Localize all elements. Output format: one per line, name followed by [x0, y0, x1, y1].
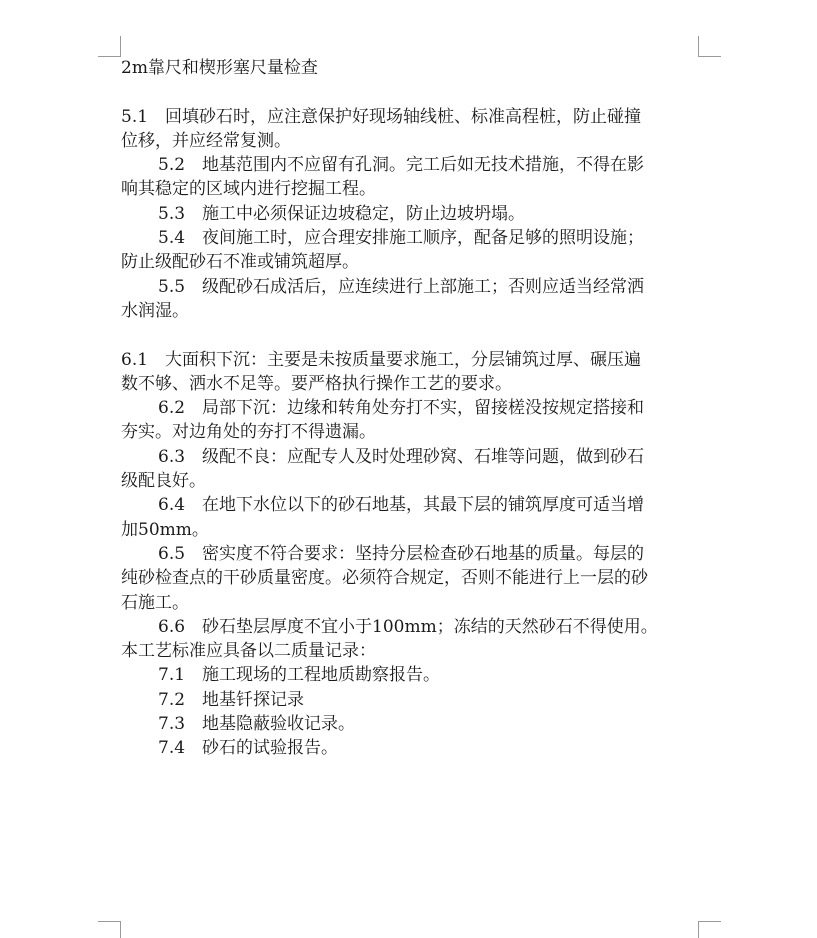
paragraph-line: 加50mm。 [121, 519, 209, 540]
paragraph-line: 5.3 施工中必须保证边坡稳定，防止边坡坍塌。 [158, 203, 526, 224]
paragraph-line: 6.1 大面积下沉：主要是未按质量要求施工，分层铺筑过厚、碾压遍 [121, 349, 642, 370]
paragraph-line: 6.5 密实度不符合要求：坚持分层检查砂石地基的质量。每层的 [158, 543, 645, 564]
paragraph-line: 6.2 局部下沉：边缘和转角处夯打不实，留接槎没按规定搭接和 [158, 398, 645, 419]
paragraph-line: 7.4 砂石的试验报告。 [158, 738, 339, 759]
paragraph-line: 6.6 砂石垫层厚度不宜小于100mm；冻结的天然砂石不得使用。 [158, 616, 658, 637]
paragraph-line: 夯实。对边角处的夯打不得遗漏。 [121, 422, 376, 443]
paragraph-line: 石施工。 [121, 592, 189, 613]
paragraph-line: 6.4 在地下水位以下的砂石地基，其最下层的铺筑厚度可适当增 [158, 495, 645, 516]
document-body [121, 56, 701, 761]
paragraph-line: 防止级配砂石不准或铺筑超厚。 [121, 252, 359, 273]
paragraph-line: 5.5 级配砂石成活后，应连续进行上部施工；否则应适当经常洒 [158, 276, 645, 297]
paragraph-line: 位移，并应经常复测。 [121, 130, 291, 151]
paragraph-line: 5.4 夜间施工时，应合理安排施工顺序，配备足够的照明设施； [158, 228, 645, 249]
paragraph-line: 7.3 地基隐蔽验收记录。 [158, 714, 356, 735]
paragraph-line: 纯砂检查点的干砂质量密度。必须符合规定，否则不能进行上一层的砂 [121, 568, 648, 589]
paragraph-line: 本工艺标准应具备以二质量记录： [121, 641, 376, 662]
paragraph-line: 7.2 地基钎探记录 [158, 689, 305, 710]
blank-line [121, 323, 701, 347]
paragraph-line: 数不够、洒水不足等。要严格执行操作工艺的要求。 [121, 373, 512, 394]
paragraph-line: 级配良好。 [121, 471, 206, 492]
paragraph-line: 5.1 回填砂石时，应注意保护好现场轴线桩、标准高程桩，防止碰撞 [121, 106, 642, 127]
paragraph-line: 响其稳定的区域内进行挖掘工程。 [121, 179, 376, 200]
paragraph-line: 7.1 施工现场的工程地质勘察报告。 [158, 665, 441, 686]
document-title: 2m靠尺和楔形塞尺量检查 [121, 58, 318, 78]
paragraph-line: 5.2 地基范围内不应留有孔洞。完工后如无技术措施，不得在影 [158, 155, 645, 176]
paragraph-line: 6.3 级配不良：应配专人及时处理砂窝、石堆等问题，做到砂石 [158, 446, 645, 467]
paragraph-line: 水润湿。 [121, 300, 189, 321]
